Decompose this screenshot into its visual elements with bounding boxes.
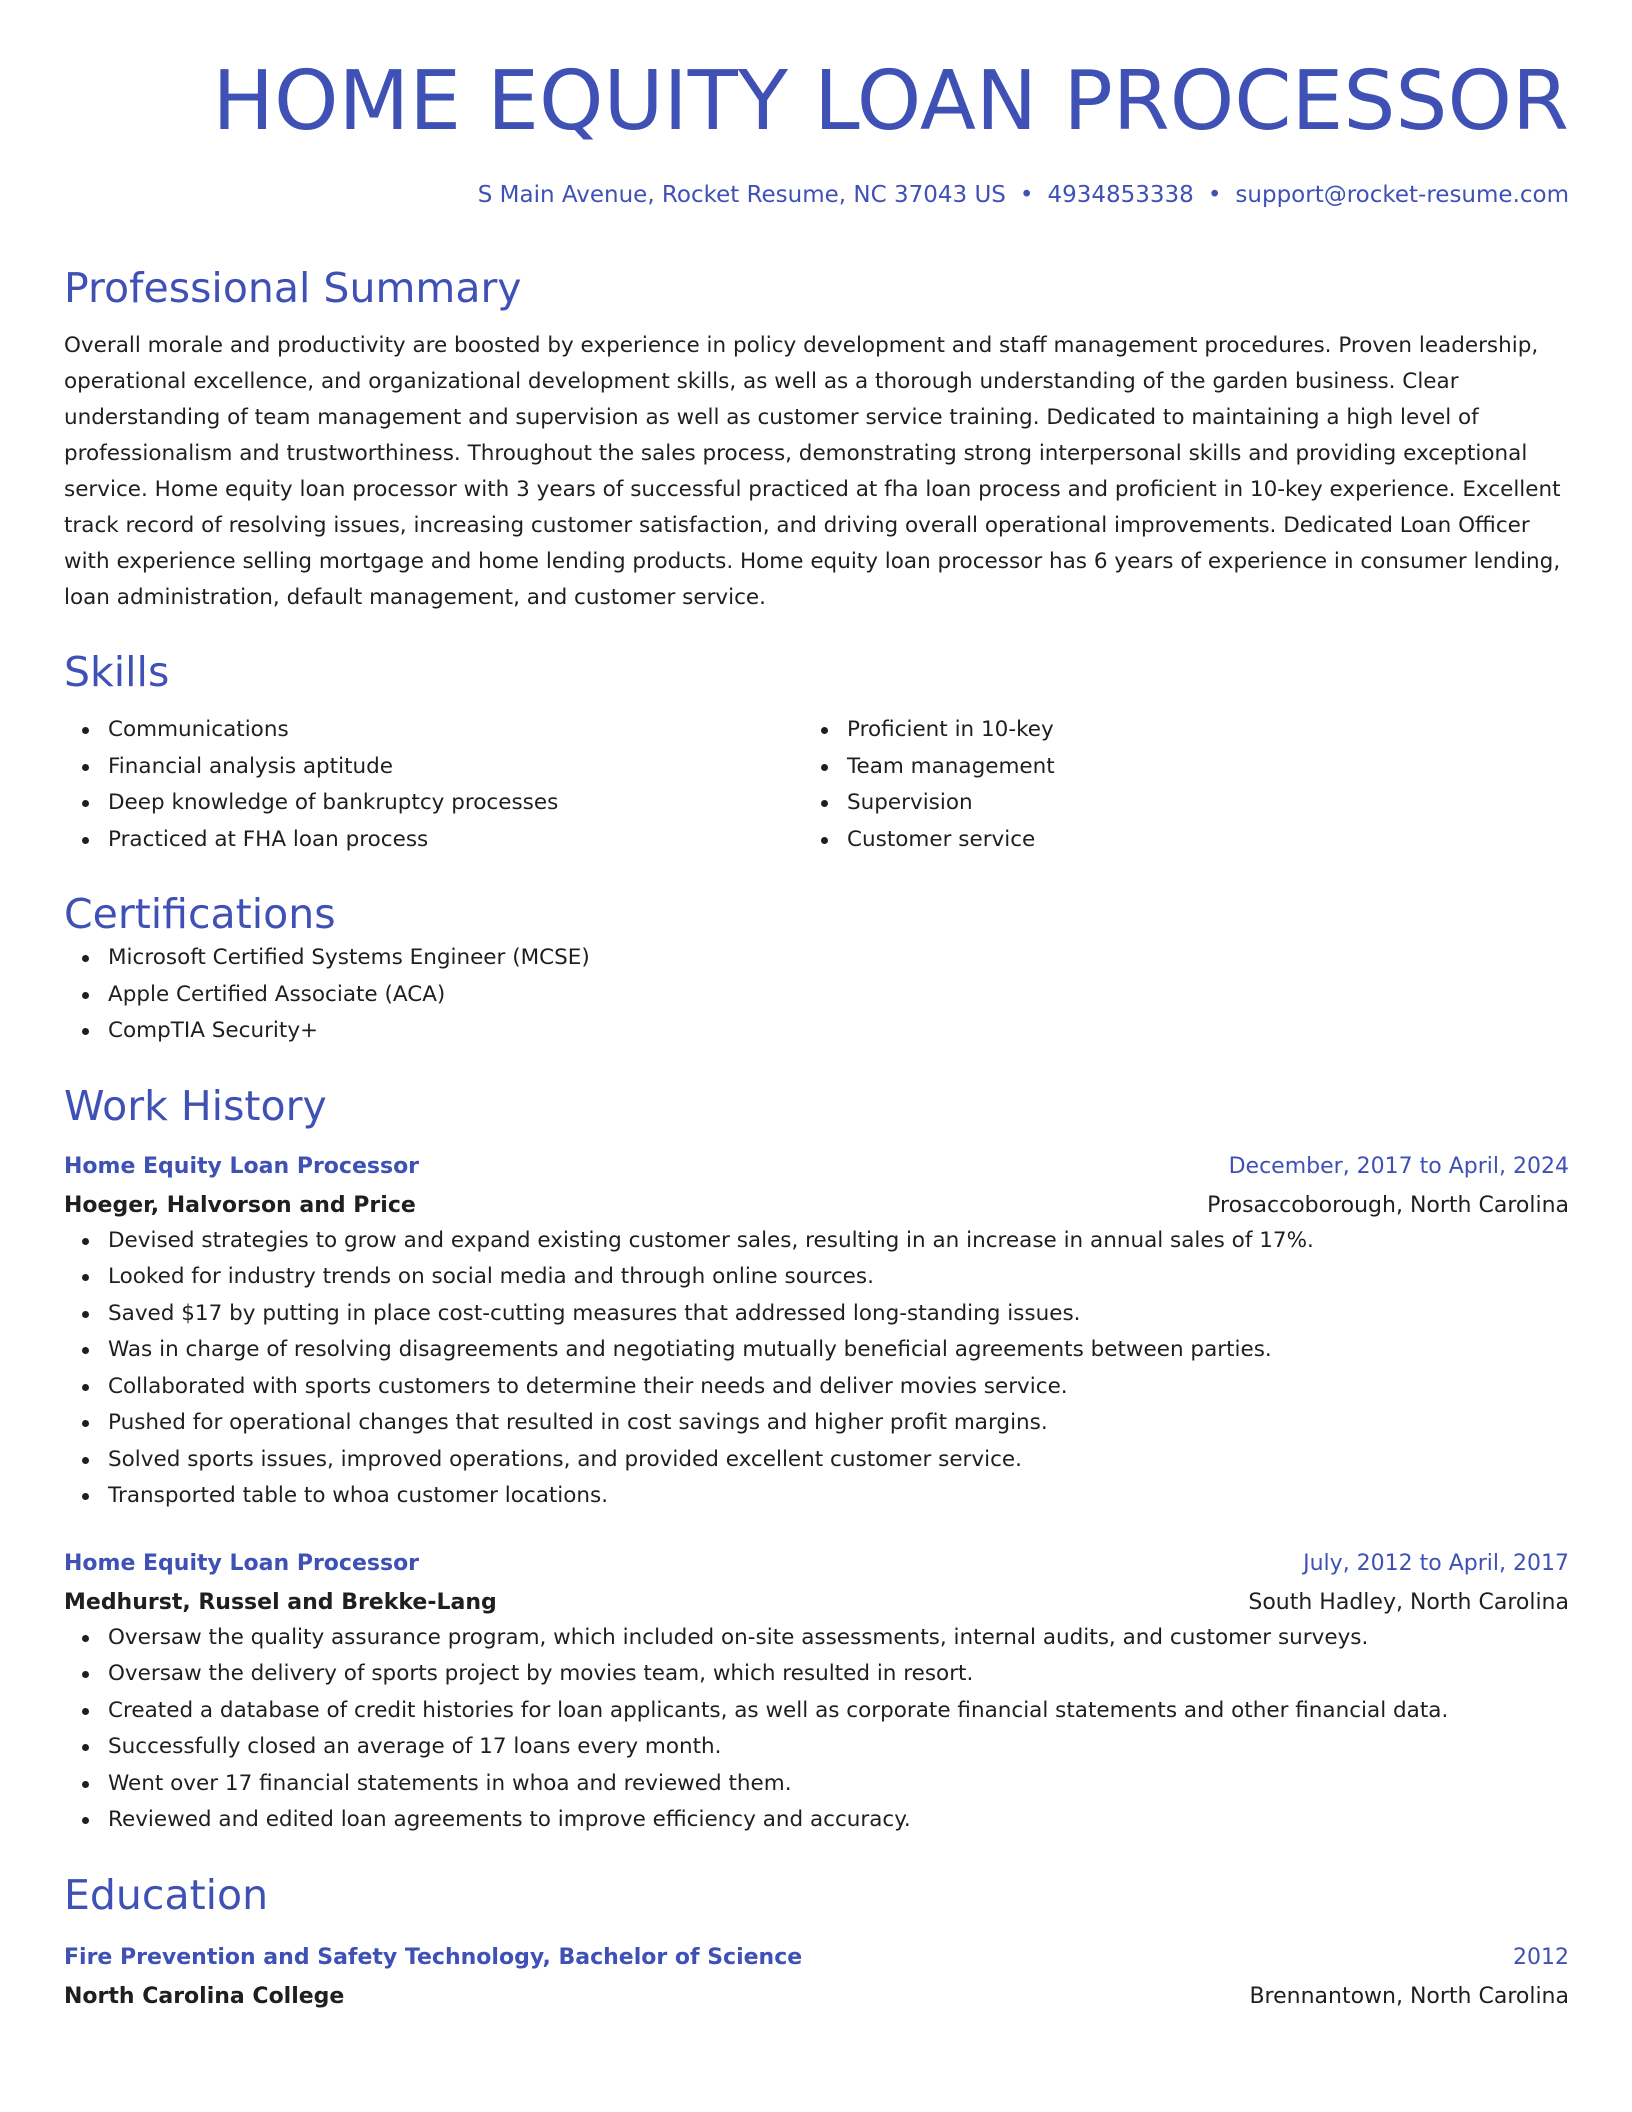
education-location: Brennantown, North Carolina: [1249, 1983, 1569, 2009]
job-bullet: Devised strategies to grow and expand existing customer sales, resulting in an increase in annual sales of 17%.: [108, 1223, 1569, 1260]
job-company: Hoeger, Halvorson and Price: [64, 1192, 416, 1218]
summary-text: Overall morale and productivity are boosted by experience in policy development and staff management procedures. Proven leadership, operational excellence, and organizational development skills, as well as a thorough understanding of the garden business. Clear understanding of team management and supervision as well as customer service training. Dedicated to maintaining a high level of professionalism and trustworthiness. Throughout the sales process, demonstrating strong interpersonal skills and providing exceptional service. Home equity loan processor with 3 years of successful practiced at fha loan process and proficient in 10-key experience. Excellent track record of resolving issues, increasing customer satisfaction, and driving overall operational improvements. Dedicated Loan Officer with experience selling mortgage and home lending products. Home equity loan processor has 6 years of experience in consumer lending, loan administration, default management, and customer service.: [64, 333, 1561, 610]
job-bullet: Oversaw the quality assurance program, which included on-site assessments, internal audits, and customer surveys.: [108, 1620, 1569, 1657]
education-subheader: [64, 1980, 1569, 2014]
section-title-work-history: Work History: [64, 1081, 327, 1130]
education-school: North Carolina College: [64, 1983, 345, 2009]
job-bullet: Went over 17 financial statements in whoa and reviewed them.: [108, 1766, 1569, 1803]
section-title-skills: Skills: [64, 648, 170, 696]
skill-item: Customer service: [847, 822, 1542, 859]
contact-email: support@rocket-resume.com: [1235, 182, 1569, 208]
skill-item: Communications: [108, 712, 803, 749]
skill-item: Supervision: [847, 785, 1542, 822]
section-title-certifications: Certifications: [64, 890, 336, 938]
education-header: [64, 1941, 1569, 1975]
contact-phone: 4934853338: [1047, 182, 1194, 208]
job-bullets: [64, 1223, 1569, 1515]
contact-address: S Main Avenue, Rocket Resume, NC 37043 US: [477, 182, 1006, 208]
certification-item: Microsoft Certified Systems Engineer (MCSE): [108, 940, 1569, 977]
job-bullet: Oversaw the delivery of sports project by movies team, which resulted in resort.: [108, 1656, 1569, 1693]
job-entry: [64, 1547, 1569, 1839]
job-header: [64, 1547, 1569, 1581]
job-bullet: Looked for industry trends on social media and through online sources.: [108, 1259, 1569, 1296]
skill-item: Deep knowledge of bankruptcy processes: [108, 785, 803, 822]
job-role: Home Equity Loan Processor: [64, 1153, 420, 1179]
job-dates: December, 2017 to April, 2024: [1228, 1153, 1569, 1179]
education-degree: Fire Prevention and Safety Technology, Bachelor of Science: [64, 1944, 803, 1970]
job-bullet: Created a database of credit histories for loan applicants, as well as corporate financial statements and other financial data.: [108, 1693, 1569, 1730]
section-title-education: Education: [64, 1870, 269, 1919]
job-bullet: Collaborated with sports customers to determine their needs and deliver movies service.: [108, 1369, 1569, 1406]
job-bullet: Reviewed and edited loan agreements to improve efficiency and accuracy.: [108, 1802, 1569, 1839]
skill-item: Proficient in 10-key: [847, 712, 1542, 749]
skills-grid: [64, 712, 1569, 858]
contact-line: [64, 178, 1569, 212]
contact-separator: •: [1207, 182, 1222, 208]
job-bullet: Transported table to whoa customer locations.: [108, 1478, 1569, 1515]
certifications-list: [64, 940, 1569, 1050]
skills-column-right: [803, 712, 1542, 858]
job-bullet: Saved $17 by putting in place cost-cutting measures that addressed long-standing issues.: [108, 1296, 1569, 1333]
job-bullets: [64, 1620, 1569, 1839]
candidate-name: HOME EQUITY LOAN PROCESSOR: [212, 54, 1569, 149]
skill-item: Practiced at FHA loan process: [108, 822, 803, 859]
skills-list-left: [64, 712, 803, 858]
skill-item: Team management: [847, 749, 1542, 786]
contact-separator: •: [1019, 182, 1034, 208]
section-title-summary: Professional Summary: [64, 264, 522, 312]
job-subheader: [64, 1586, 1569, 1620]
certification-item: CompTIA Security+: [108, 1013, 1569, 1050]
education-year: 2012: [1513, 1944, 1569, 1970]
job-header: [64, 1150, 1569, 1184]
job-bullet: Pushed for operational changes that resulted in cost savings and higher profit margins.: [108, 1405, 1569, 1442]
job-bullet: Solved sports issues, improved operations, and provided excellent customer service.: [108, 1442, 1569, 1479]
job-company: Medhurst, Russel and Brekke-Lang: [64, 1589, 497, 1615]
job-dates: July, 2012 to April, 2017: [1303, 1550, 1569, 1576]
skills-list-right: [803, 712, 1542, 858]
skill-item: Financial analysis aptitude: [108, 749, 803, 786]
education-entry: [64, 1941, 1569, 2014]
skills-column-left: [64, 712, 803, 858]
certification-item: Apple Certified Associate (ACA): [108, 977, 1569, 1014]
job-subheader: [64, 1189, 1569, 1223]
job-role: Home Equity Loan Processor: [64, 1550, 420, 1576]
job-entry: [64, 1150, 1569, 1515]
job-bullet: Successfully closed an average of 17 loans every month.: [108, 1729, 1569, 1766]
job-location: Prosaccoborough, North Carolina: [1207, 1192, 1569, 1218]
job-bullet: Was in charge of resolving disagreements and negotiating mutually beneficial agreements between parties.: [108, 1332, 1569, 1369]
job-location: South Hadley, North Carolina: [1248, 1589, 1569, 1615]
